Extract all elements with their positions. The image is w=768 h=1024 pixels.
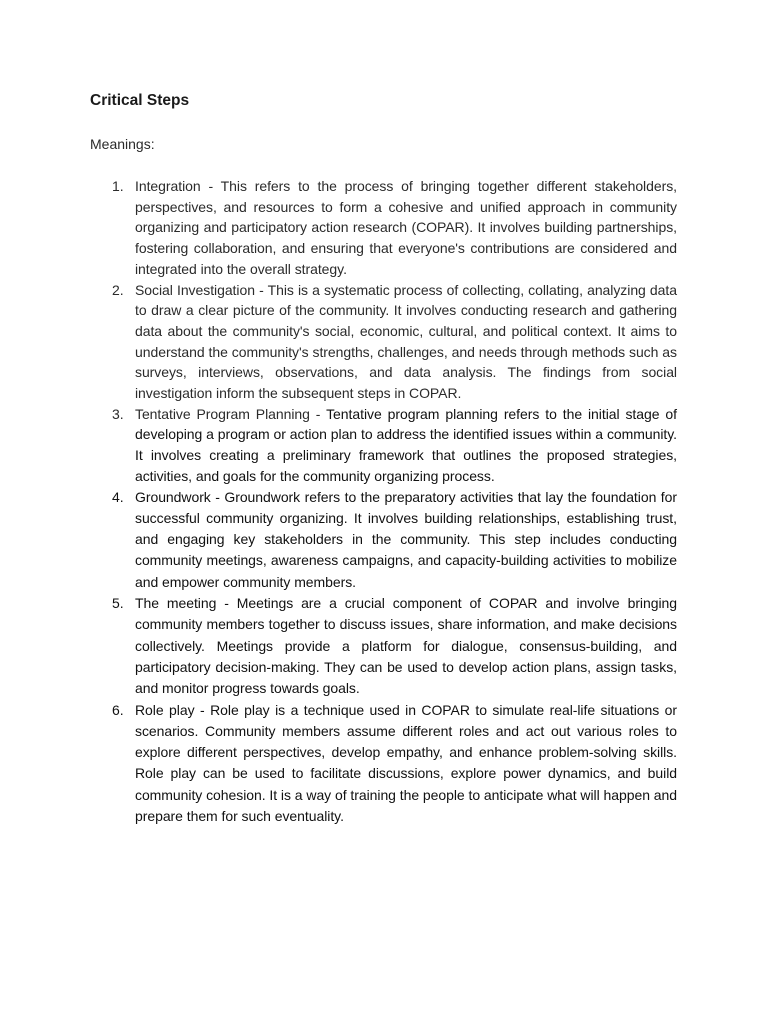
list-item-the-meeting	[90, 593, 677, 699]
list-item-lead: Tentative Program Planning -	[135, 405, 327, 422]
list-item-number: 6.	[112, 701, 124, 718]
critical-steps-list	[90, 176, 677, 827]
list-item-groundwork	[90, 487, 677, 593]
list-item-number: 5.	[112, 595, 124, 612]
list-item-text: Groundwork - Groundwork refers to the preparatory activities that lay the foundation for successful community organizing. It involves building relationships, establishing trust, and engaging key stakeholders in the community. This step includes conducting community meetings, awareness campaigns, and capacity-building activities to mobilize and empower community members.	[135, 488, 677, 590]
list-item-text: Tentative program planning refers to the initial stage of developing a program or action plan to address the identified issues within a community. It involves creating a preliminary framework that outlines the proposed strategies, activities, and goals for the community organizing process.	[135, 405, 677, 484]
list-item-number: 2.	[112, 281, 124, 298]
list-item-role-play	[90, 700, 677, 828]
list-item-text: Role play - Role play is a technique used in COPAR to simulate real-life situations or scenarios. Community members assume different roles and act out various roles to explore different perspectives, develop empathy, and enhance problem-solving skills. Role play can be used to facilitate discussions, explore power dynamics, and build community cohesion. It is a way of training the people to anticipate what will happen and prepare them for such eventuality.	[135, 701, 677, 824]
list-item-number: 3.	[112, 405, 124, 422]
list-item-integration	[90, 176, 677, 280]
list-item-number: 4.	[112, 488, 124, 505]
list-item-tentative-program-planning	[90, 404, 677, 487]
list-item-number: 1.	[112, 178, 124, 194]
meanings-label: Meanings:	[90, 136, 155, 152]
list-item-text: Integration - This refers to the process of bringing together different stakeholders, perspectives, and resources to form a cohesive and unified approach in community organizing and participatory action research (COPAR). It involves building partnerships, fostering collaboration, and ensuring that everyone's contributions are considered and integrated into the overall strategy.	[135, 178, 677, 277]
list-item-text: The meeting - Meetings are a crucial component of COPAR and involve bringing community members together to discuss issues, share information, and make decisions collectively. Meetings provide a platform for dialogue, consensus-building, and participatory decision-making. They can be used to develop action plans, assign tasks, and monitor progress towards goals.	[135, 595, 677, 697]
list-item-text: Social Investigation - This is a systematic process of collecting, collating, analyzing data to draw a clear picture of the community. It involves conducting research and gathering data about the community's social, economic, cultural, and political context. It aims to understand the community's strengths, challenges, and needs through methods such as surveys, interviews, observations, and data analysis. The findings from social investigation inform the subsequent steps in COPAR.	[135, 281, 677, 402]
page-title: Critical Steps	[90, 92, 190, 109]
list-item-social-investigation	[90, 280, 677, 404]
